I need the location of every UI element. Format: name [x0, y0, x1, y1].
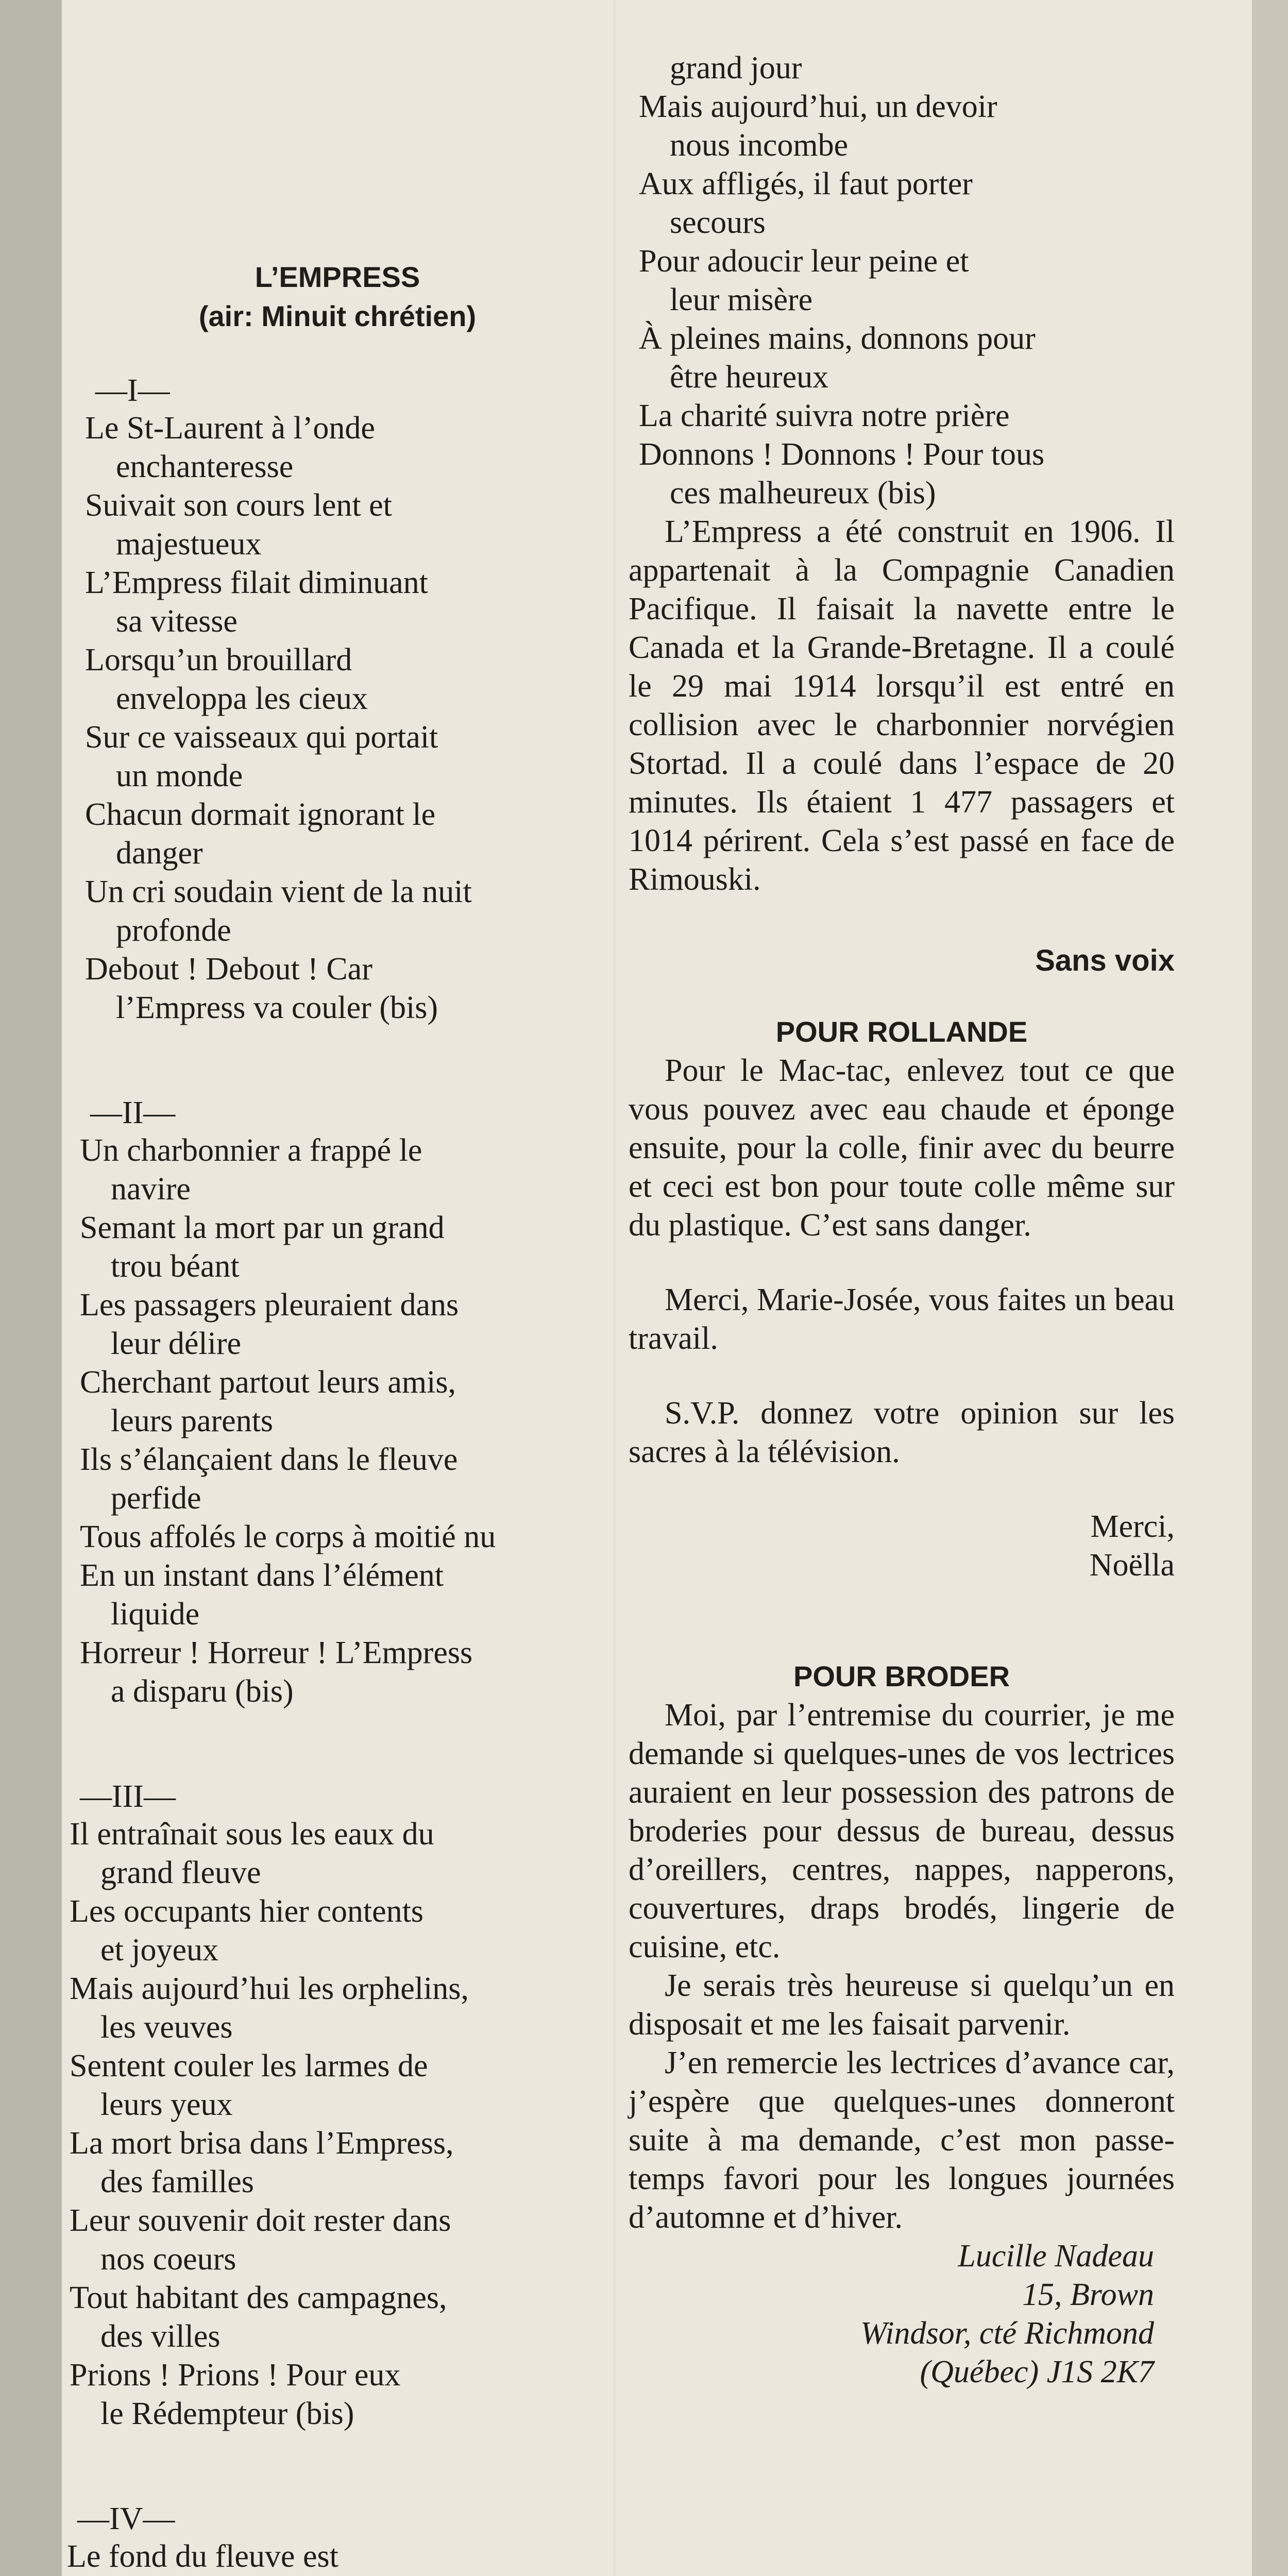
stanza-lines	[85, 409, 611, 1027]
verse-line: Mais aujourd’hui, un devoir	[639, 89, 997, 124]
verse-line: majestueux	[116, 527, 262, 562]
verse-line: Pour adoucir leur peine et	[639, 244, 969, 279]
verse-line: Sur ce vaisseaux qui portait	[85, 720, 438, 755]
broder-signature-city: Windsor, cté Richmond	[860, 2316, 1154, 2351]
verse-line: et joyeux	[100, 1933, 218, 1968]
verse-line: sa vitesse	[116, 604, 238, 639]
rollande-signoff: Merci,	[1090, 1509, 1175, 1544]
stanza	[70, 1778, 611, 2433]
verse-line: Le St-Laurent à l’onde	[85, 411, 375, 446]
stanza-lines	[70, 1815, 611, 2433]
verse-line: leur misère	[670, 282, 813, 317]
verse-line: Suivait son cours lent et	[85, 488, 392, 523]
verse-line: perfide	[111, 1481, 201, 1516]
column-fold	[614, 0, 615, 2576]
verse-line: navire	[111, 1172, 191, 1207]
verse-line: a disparu (bis)	[111, 1674, 294, 1709]
verse-line: trou béant	[111, 1249, 240, 1284]
stanza	[80, 1094, 611, 1711]
verse-line: Ils s’élançaient dans le fleuve	[80, 1442, 458, 1477]
stanza-number: —II—	[90, 1095, 176, 1130]
verse-line: ces malheureux (bis)	[670, 476, 936, 511]
verse-line: Les occupants hier contents	[70, 1894, 423, 1929]
verse-line: Sentent couler les larmes de	[70, 2048, 428, 2083]
verse-line: leurs yeux	[100, 2087, 233, 2122]
verse-line: Cherchant partout leurs amis,	[80, 1365, 456, 1400]
scan-right-margin	[1252, 0, 1288, 2576]
song-title: L’EMPRESS	[255, 261, 420, 293]
stanza	[85, 372, 611, 1027]
verse-line: l’Empress va couler (bis)	[116, 990, 438, 1025]
stanza-lines	[80, 1131, 611, 1711]
stanza-number: —IV—	[77, 2501, 175, 2536]
stanza-number: —III—	[80, 1779, 176, 1814]
section-title-broder: POUR BRODER	[793, 1660, 1010, 1692]
stanza-number: —I—	[95, 373, 170, 408]
verse-line: secours	[670, 205, 766, 240]
verse-line: grand jour	[670, 50, 802, 86]
scan-left-margin	[0, 0, 62, 2576]
verse-line: des villes	[100, 2319, 221, 2354]
rollande-paragraph-3: S.V.P. donnez votre opinion sur les sacres à la télévision.	[629, 1396, 1175, 1469]
verse-line: le Rédempteur (bis)	[100, 2396, 354, 2431]
verse-line: un monde	[116, 758, 243, 793]
verse-line: liquide	[111, 1597, 200, 1632]
verse-line: Mais aujourd’hui les orphelins,	[70, 1971, 469, 2006]
verse-line: Un cri soudain vient de la nuit	[85, 874, 472, 909]
verse-line: Un charbonnier a frappé le	[80, 1133, 422, 1168]
verse-line: Horreur ! Horreur ! L’Empress	[80, 1635, 473, 1670]
verse-line: grand fleuve	[100, 1855, 261, 1890]
letter-signature: Sans voix	[1035, 944, 1175, 977]
verse-line: profonde	[116, 913, 231, 948]
verse-line: En un instant dans l’élément	[80, 1558, 444, 1593]
verse-line: enveloppa les cieux	[116, 681, 368, 716]
verse-line: les veuves	[100, 2010, 233, 2045]
rollande-signature: Noëlla	[1089, 1548, 1175, 1583]
section-title-rollande: POUR ROLLANDE	[775, 1015, 1028, 1048]
rollande-paragraph-2: Merci, Marie-Josée, vous faites un beau travail.	[629, 1282, 1175, 1356]
broder-paragraph-2: Je serais très heureuse si quelqu’un en disposait et me les faisait parvenir.	[629, 1968, 1175, 2042]
broder-signature-postal: (Québec) J1S 2K7	[920, 2354, 1154, 2389]
broder-paragraph-3: J’en remercie les lectrices d’avance car, j’espère que quelques-unes donneront suite à ma demande, c’est mon passe-temps favori pour les longues journées d’automne et d’hiver.	[629, 2045, 1175, 2235]
broder-paragraph-1: Moi, par l’entremise du courrier, je me demande si quelques-unes de vos lectrices auraient en leur possession des patrons de broderies pour dessus de bureau, dessus d’oreillers, centres, nappes, napperons, couvertures, draps brodés, lingerie de cuisine, etc.	[629, 1698, 1175, 1964]
verse-line: Tout habitant des campagnes,	[70, 2280, 447, 2315]
song-subtitle: (air: Minuit chrétien)	[198, 300, 477, 332]
song-continuation	[639, 49, 1175, 513]
verse-line: Il entraînait sous les eaux du	[70, 1817, 434, 1852]
verse-line: leurs parents	[111, 1403, 274, 1438]
verse-line: enchanteresse	[116, 449, 294, 484]
verse-line: L’Empress filait diminuant	[85, 565, 428, 600]
verse-line: Semant la mort par un grand	[80, 1210, 445, 1245]
verse-line: Prions ! Prions ! Pour eux	[70, 2358, 401, 2393]
verse-line: leur délire	[111, 1326, 242, 1361]
verse-line: être heureux	[670, 360, 829, 395]
rollande-paragraph-1: Pour le Mac-tac, enlevez tout ce que vous pouvez avec eau chaude et éponge ensuite, pour la colle, finir avec du beurre et ceci est bon pour toute colle même sur du plastique. C’est sans danger.	[629, 1053, 1175, 1243]
verse-line: La mort brisa dans l’Empress,	[70, 2126, 454, 2161]
left-column	[64, 258, 611, 2576]
verse-line: Leur souvenir doit rester dans	[70, 2203, 451, 2238]
verse-line: Tous affolés le corps à moitié nu	[80, 1519, 496, 1554]
history-paragraph: L’Empress a été construit en 1906. Il appartenait à la Compagnie Canadien Pacifique. Il faisait la navette entre le Canada et la Grande-Bretagne. Il a coulé le 29 mai 1914 lorsqu’il est entré en collision avec le charbonnier norvégien Stortad. Il a coulé dans l’espace de 20 minutes. Ils étaient 1 477 passagers et 1014 périrent. Cela s’est passé en face de Rimouski.	[629, 514, 1175, 897]
verse-line: La charité suivra notre prière	[639, 398, 1010, 433]
verse-line: Aux affligés, il faut porter	[639, 166, 973, 201]
broder-signature-name: Lucille Nadeau	[958, 2239, 1154, 2274]
verse-line: Chacun dormait ignorant le	[85, 797, 436, 832]
broder-signature-street: 15, Brown	[1022, 2277, 1154, 2312]
verse-line: nous incombe	[670, 128, 849, 163]
verse-line: Le fond du fleuve est	[67, 2539, 338, 2574]
verse-line: des familles	[100, 2164, 254, 2199]
verse-line: nos coeurs	[100, 2242, 236, 2277]
song-stanzas	[64, 372, 611, 2576]
verse-line: À pleines mains, donnons pour	[639, 321, 1036, 356]
verse-line: Donnons ! Donnons ! Pour tous	[639, 437, 1045, 472]
stanza-lines	[67, 2537, 611, 2576]
verse-line: Les passagers pleuraient dans	[80, 1287, 459, 1323]
verse-line: Lorsqu’un brouillard	[85, 642, 352, 677]
verse-line: danger	[116, 836, 203, 871]
right-column	[629, 49, 1175, 2392]
stanza	[67, 2500, 611, 2576]
verse-line: Debout ! Debout ! Car	[85, 952, 372, 987]
